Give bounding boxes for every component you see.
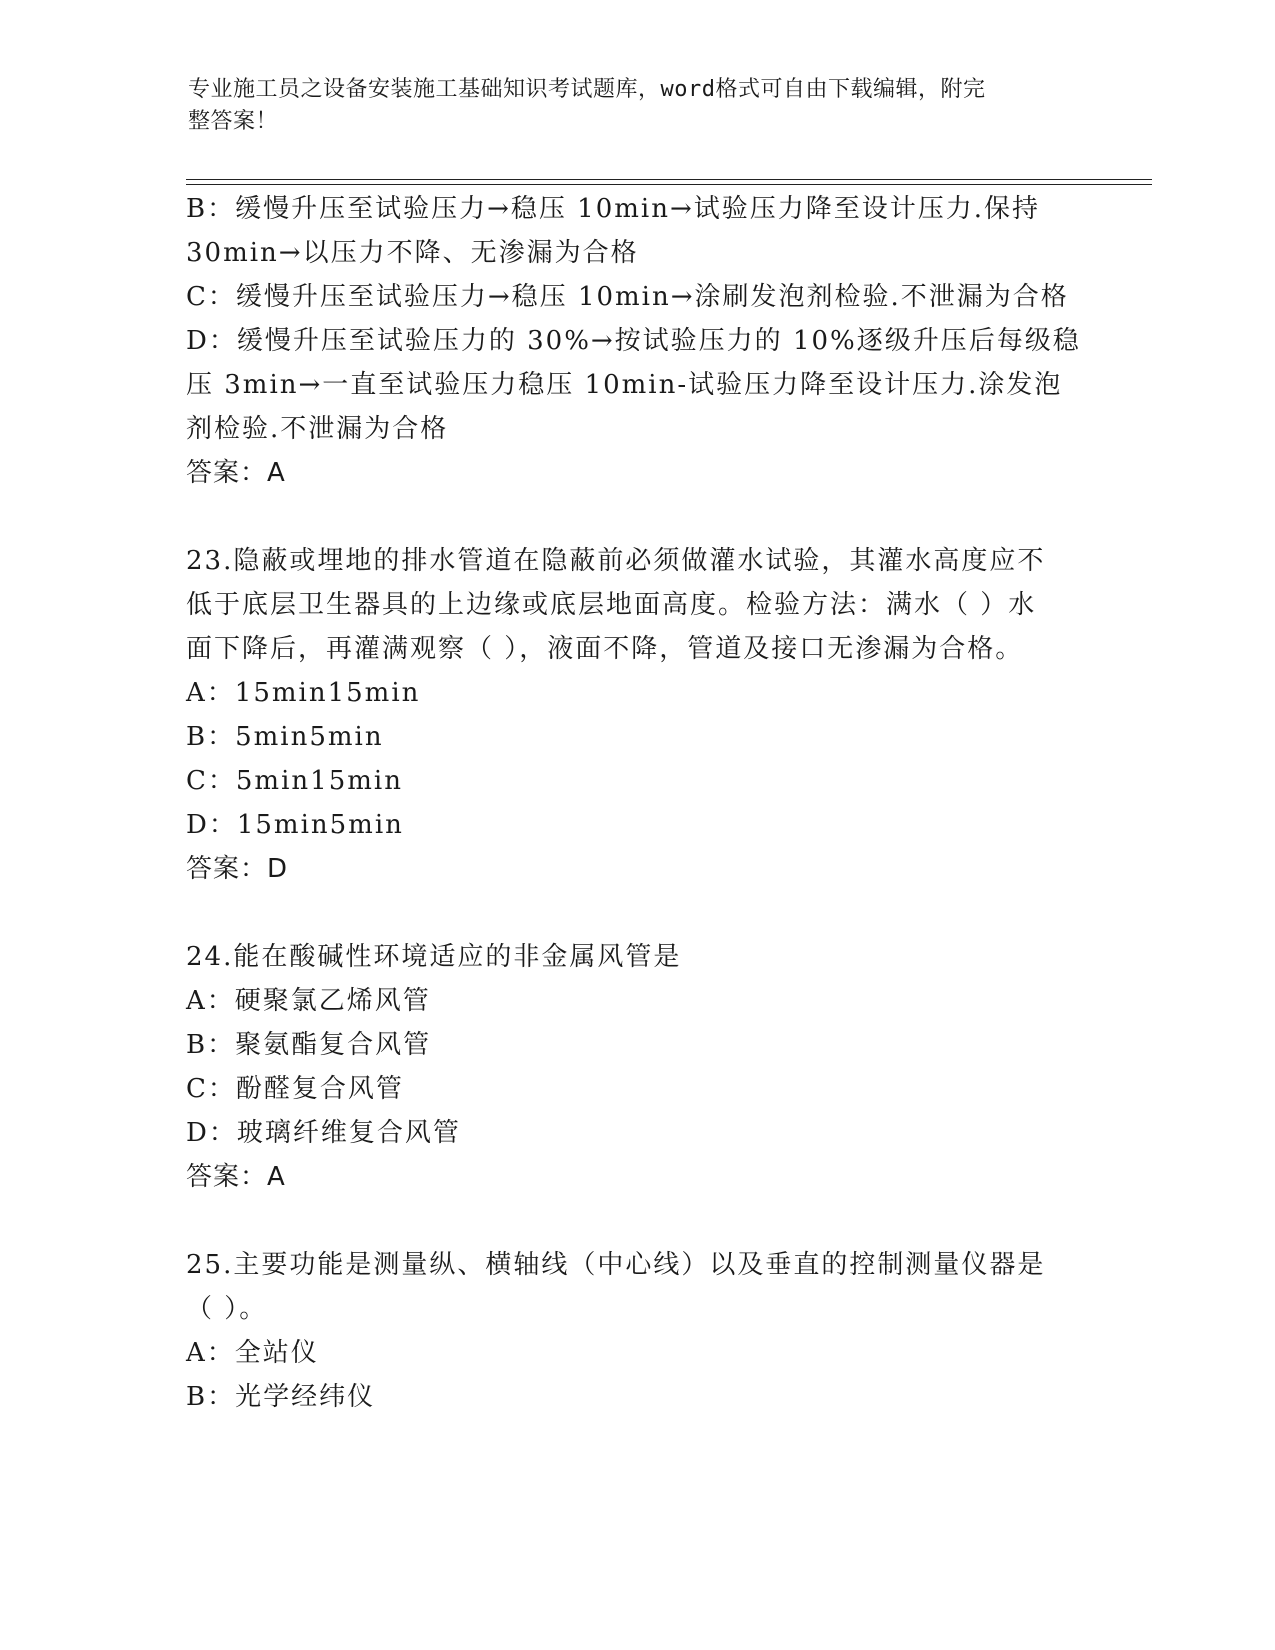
q25-option-b: B：光学经纬仪	[186, 1382, 376, 1412]
document-header	[188, 74, 1088, 138]
q23-option-b: B：5min5min	[186, 722, 384, 752]
q23-stem-line-2: 低于底层卫生器具的上边缘或底层地面高度。检验方法：满水（ ）水	[186, 590, 1037, 620]
q22-option-d-line-2: 压 3min→一直至试验压力稳压 10min-试验压力降至设计压力.涂发泡	[186, 370, 1063, 400]
header-word-label: word	[660, 77, 716, 102]
q25-stem-line-1: 25.主要功能是测量纵、横轴线（中心线）以及垂直的控制测量仪器是	[186, 1250, 1046, 1280]
q24-option-d: D：玻璃纤维复合风管	[186, 1118, 461, 1148]
q24-option-b: B：聚氨酯复合风管	[186, 1030, 432, 1060]
q23-answer: 答案：D	[186, 854, 289, 884]
q24-option-a: A：硬聚氯乙烯风管	[186, 986, 431, 1016]
q22-option-c: C：缓慢升压至试验压力→稳压 10min→涂刷发泡剂检验.不泄漏为合格	[186, 282, 1069, 312]
q23-option-a: A：15min15min	[186, 678, 421, 708]
header-divider-bottom	[186, 184, 1152, 185]
q22-answer: 答案：A	[186, 458, 286, 488]
q23-option-c: C：5min15min	[186, 766, 403, 796]
q23-stem-line-1: 23.隐蔽或埋地的排水管道在隐蔽前必须做灌水试验，其灌水高度应不	[186, 546, 1046, 576]
q24-answer: 答案：A	[186, 1162, 286, 1192]
q22-option-d-line-1: D：缓慢升压至试验压力的 30%→按试验压力的 10%逐级升压后每级稳	[186, 326, 1081, 356]
q23-stem-line-3: 面下降后，再灌满观察（ ），液面不降，管道及接口无渗漏为合格。	[186, 634, 1024, 664]
q22-option-b-line-2: 30min→以压力不降、无渗漏为合格	[186, 238, 639, 268]
q22-option-b-line-1: B：缓慢升压至试验压力→稳压 10min→试验压力降至设计压力.保持	[186, 194, 1041, 224]
header-line-1: 专业施工员之设备安装施工基础知识考试题库，word格式可自由下载编辑，附完	[188, 77, 986, 102]
q25-option-a: A：全站仪	[186, 1338, 319, 1368]
header-line-2: 整答案！	[188, 109, 279, 134]
q25-stem-line-2: （ ）。	[186, 1294, 268, 1324]
q24-option-c: C：酚醛复合风管	[186, 1074, 404, 1104]
q23-option-d: D：15min5min	[186, 810, 404, 840]
header-divider-top	[186, 179, 1152, 180]
q24-stem: 24.能在酸碱性环境适应的非金属风管是	[186, 942, 682, 972]
q22-option-d-line-3: 剂检验.不泄漏为合格	[186, 414, 449, 444]
